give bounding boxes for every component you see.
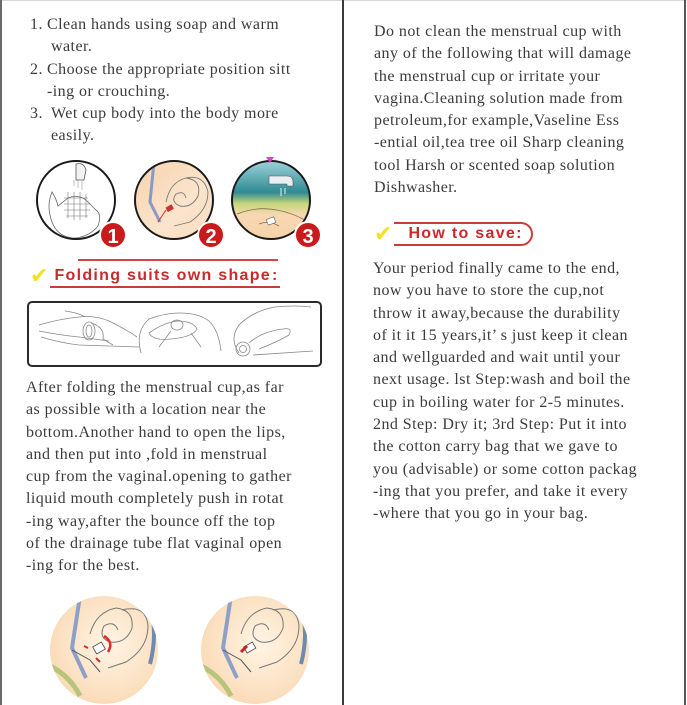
folding-heading-label: Folding suits own shape (54, 267, 272, 284)
folding-instructions-paragraph (26, 377, 338, 578)
step-text: Choose the appropriate position sitt (47, 60, 291, 78)
anatomy-cup-open-icon (50, 596, 158, 704)
paragraph-line: Your period finally came to the end, (373, 260, 620, 277)
insertion-illustration-2 (201, 596, 309, 704)
left-border (0, 0, 2, 705)
paragraph-line: -ing way,after the bounce off the top (26, 512, 276, 530)
paragraph-line: of it it 15 years,it’ s just keep it clean (373, 326, 628, 344)
step-text: Clean hands using soap and warm (47, 16, 280, 33)
paragraph-line: After folding the menstrual cup,as far (26, 379, 284, 396)
anatomy-cup-inserted-icon (201, 596, 309, 704)
step-item (30, 14, 340, 36)
paragraph-line: the cotton carry bag that we gave to (373, 438, 618, 456)
step-badge-1: 1 (99, 221, 127, 249)
step-text-continued: easily. (51, 127, 95, 145)
paragraph-line: vagina.Cleaning solution made from (374, 89, 624, 107)
paragraph-line: liquid mouth completely push in rotat (26, 490, 284, 508)
paragraph-line: bottom.Another hand to open the lips, (26, 423, 286, 441)
column-divider (342, 0, 344, 705)
paragraph-line: -ing for the best. (26, 557, 140, 575)
paragraph-line: you (advisable) or some cotton packag (373, 460, 638, 478)
storage-instructions-paragraph (373, 258, 678, 526)
step-number: 1. (30, 16, 43, 33)
step-text-continued: -ing or crouching. (47, 82, 171, 100)
paragraph-line: as possible with a location near the (26, 401, 267, 419)
folding-hands-icon (29, 303, 319, 365)
right-border (684, 0, 686, 705)
folding-heading-text (50, 267, 279, 288)
step-text-continued: water. (51, 38, 93, 56)
step-number: 3. (30, 105, 43, 123)
checkmark-icon: ✔ (374, 222, 393, 247)
folding-heading-colon: : (272, 267, 279, 284)
folding-section-heading (30, 266, 280, 288)
paragraph-line: cup in boiling water for 2-5 minutes. (373, 393, 625, 411)
paragraph-line: of the drainage tube flat vaginal open (26, 535, 283, 553)
step-item (30, 59, 340, 81)
paragraph-line: throw it away,because the durability (373, 304, 621, 322)
marker-icon (266, 157, 274, 163)
paragraph-line: and wellguarded and wait until your (373, 349, 621, 367)
paragraph-line: now you have to store the cup,not (373, 282, 605, 300)
step-number: 2. (30, 60, 43, 78)
step-item (30, 103, 340, 125)
paragraph-line: Dishwasher. (374, 179, 458, 197)
folding-illustration-box (27, 301, 322, 367)
step-text: Wet cup body into the body more (51, 105, 279, 123)
insertion-illustration-1 (50, 596, 158, 704)
step-badge-2: 2 (197, 221, 225, 249)
paragraph-line: Do not clean the menstrual cup with (374, 23, 622, 40)
cleaning-warning-paragraph (374, 21, 674, 199)
paragraph-line: petroleum,for example,Vaseline Ess (374, 112, 620, 130)
save-heading-text: How to save: (394, 222, 532, 246)
paragraph-line: tool Harsh or scented soap solution (374, 156, 616, 174)
paragraph-line: cup from the vaginal.opening to gather (26, 468, 292, 486)
paragraph-line: 2nd Step: Dry it; 3rd Step: Put it into (373, 416, 628, 434)
paragraph-line: any of the following that will damage (374, 45, 632, 63)
paragraph-line: -where that you go in your bag. (373, 505, 589, 523)
paragraph-line: -ential oil,tea tree oil Sharp cleaning (374, 134, 625, 152)
step-badge-3: 3 (294, 221, 322, 249)
checkmark-icon: ✔ (30, 264, 49, 289)
insertion-steps-list (30, 14, 340, 148)
paragraph-line: the menstrual cup or irritate your (374, 67, 601, 85)
paragraph-line: next usage. lst Step:wash and boil the (373, 371, 631, 389)
paragraph-line: -ing that you prefer, and take it every (373, 482, 629, 500)
paragraph-line: and then put into ,fold in menstrual (26, 445, 268, 463)
save-section-heading (374, 222, 533, 246)
